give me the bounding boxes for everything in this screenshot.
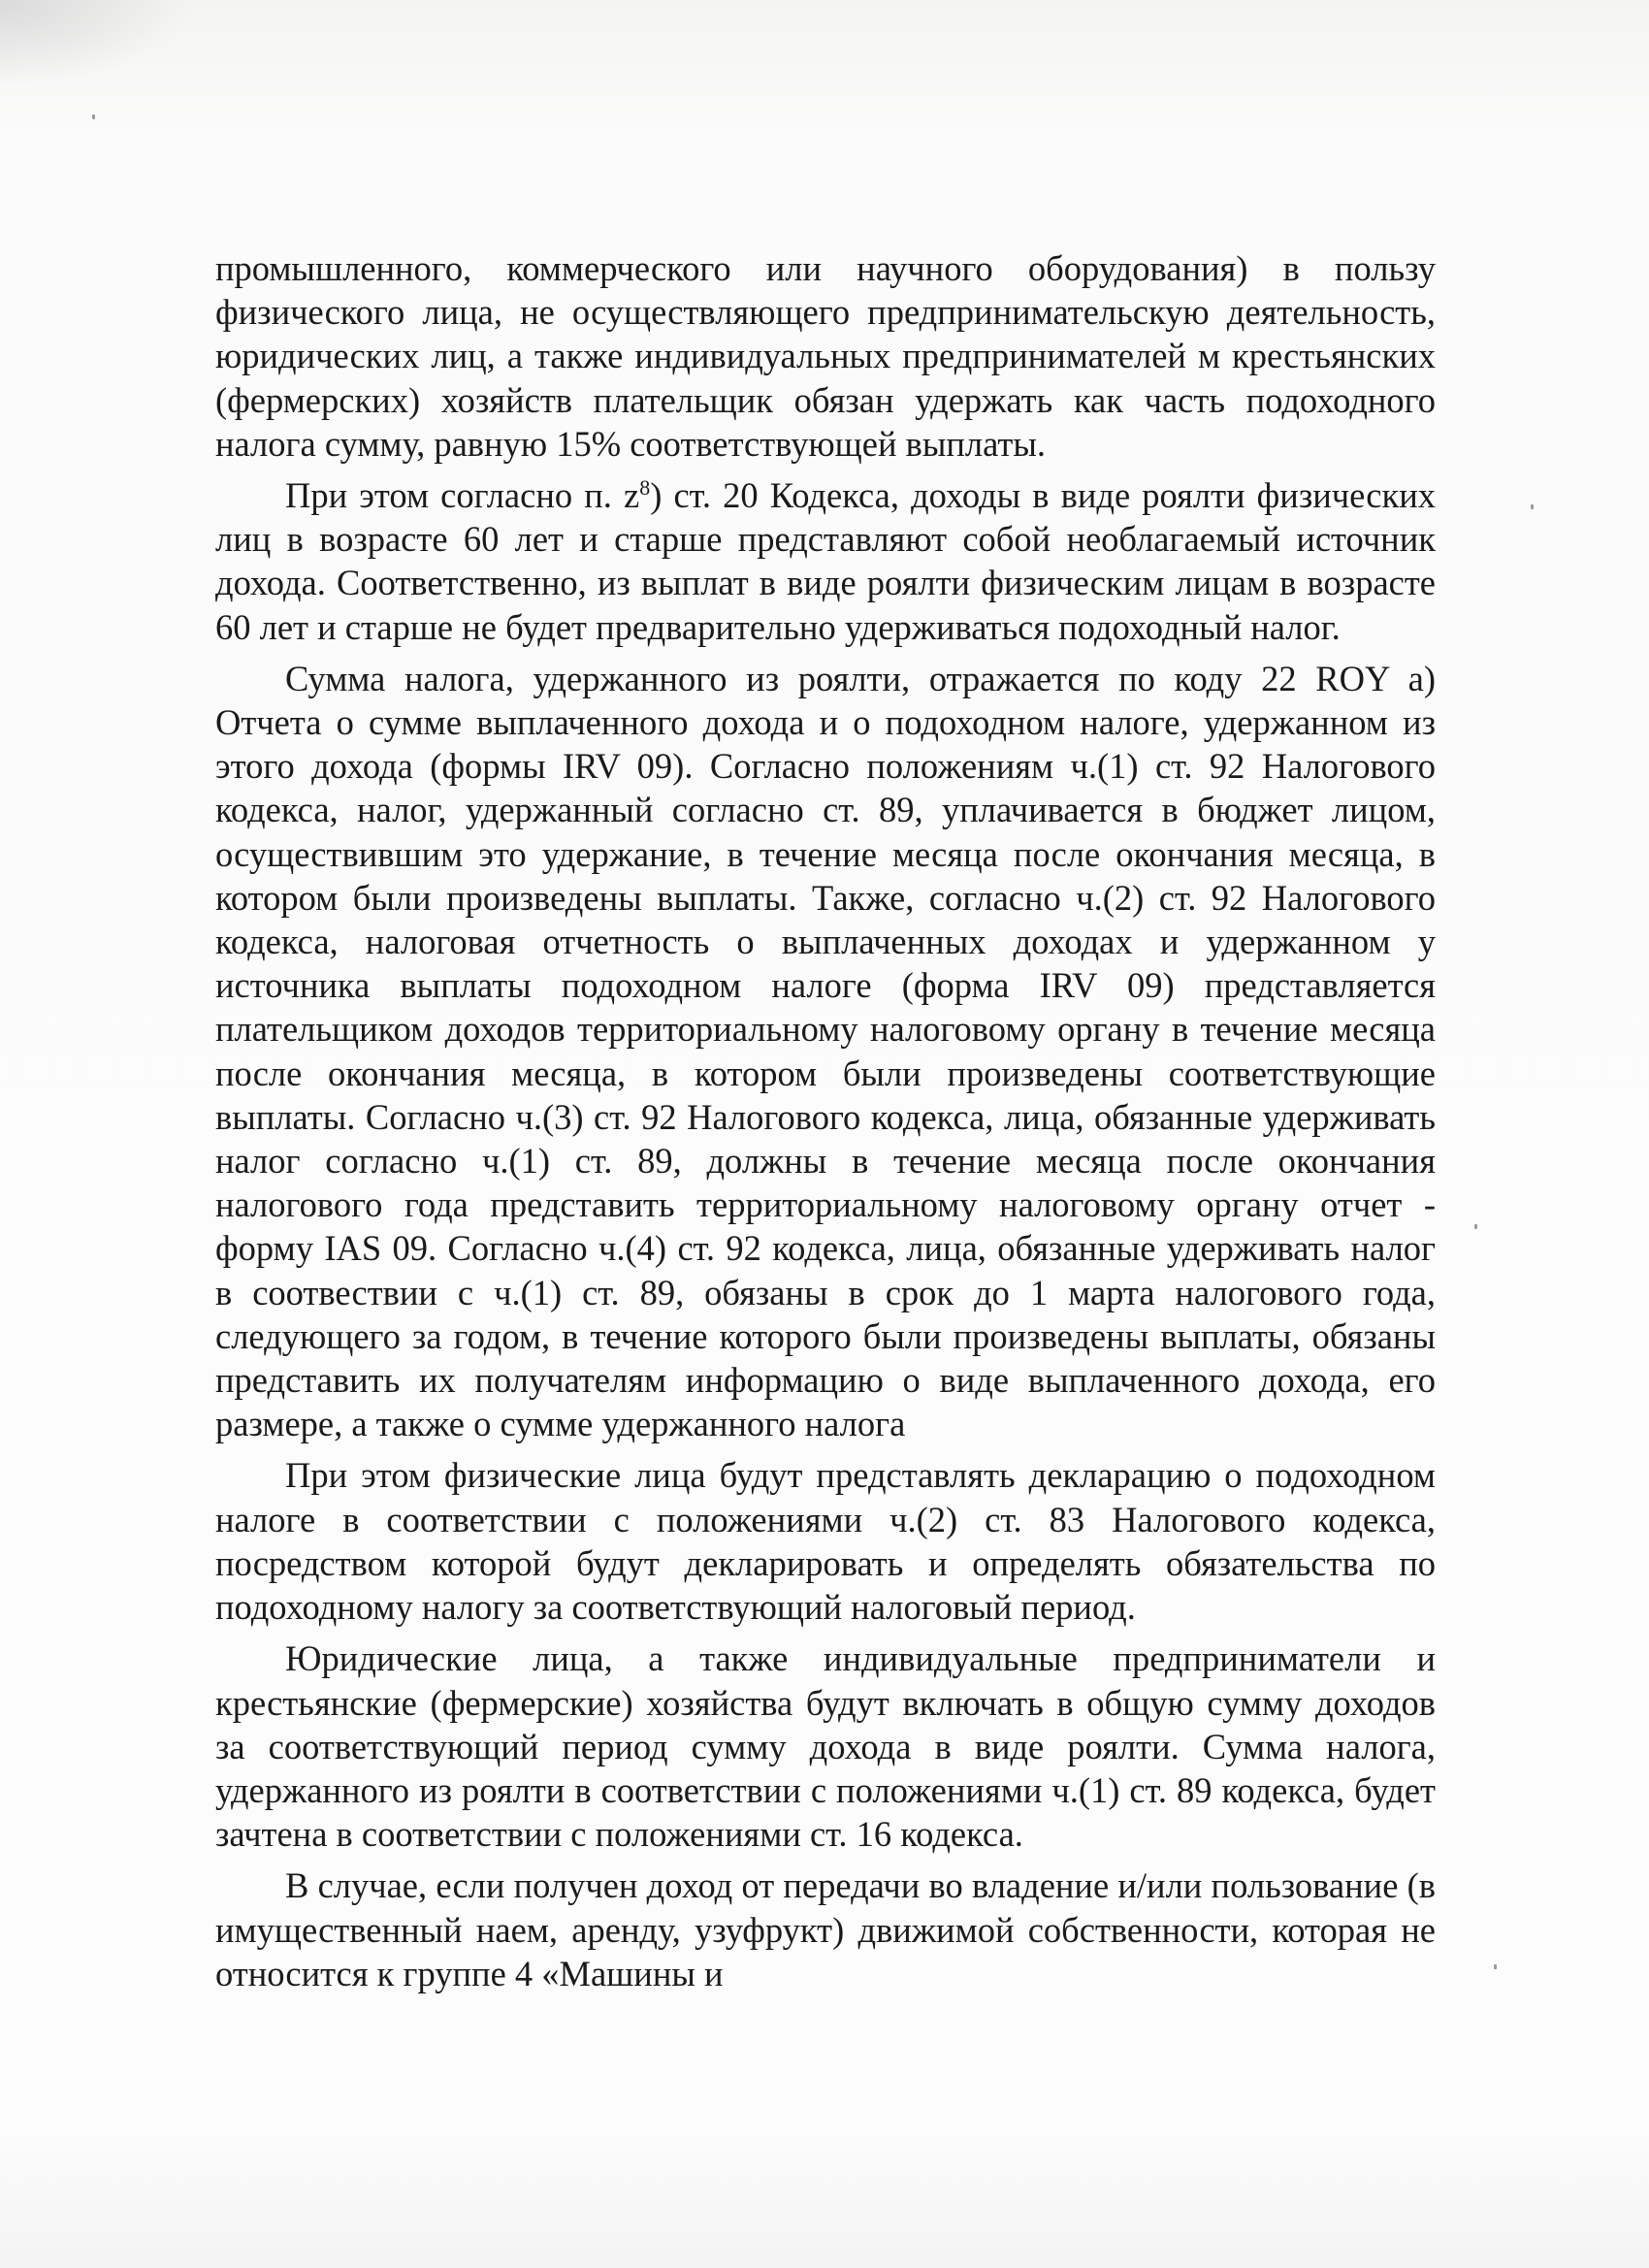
- paragraph-declaration: При этом физические лица будут представлять декларацию о подоходном налоге в соответствии с положениями ч.(2) ст. 83 Налогового кодекса, посредством которой будут декларировать и определять обязательства по подоходному налогу за соответствующий налоговый период.: [215, 1455, 1436, 1628]
- scan-speck: [1474, 1224, 1477, 1229]
- paragraph-tax-exempt-elderly: [215, 473, 1436, 649]
- paragraph-continuation: промышленного, коммерческого или научного оборудования) в пользу физического лица, не осуществляющего предпринимательскую деятельность, юридических лиц, а также индивидуальных предпринимателей м крестьянских (фермерских) хозяйств плательщик обязан удержать как часть подоходного налога сумму, равную 15% соответствующей выплаты.: [215, 248, 1436, 464]
- document-body: [215, 246, 1436, 2003]
- paragraph-reporting: Сумма налога, удержанного из роялти, отражается по коду 22 ROY a) Отчета о сумме выплаченного дохода и о подоходном налоге, удержанном из этого дохода (формы IRV 09). Согласно положениям ч.(1) ст. 92 Налогового кодекса, налог, удержанный согласно ст. 89, уплачивается в бюджет лицом, осуществившим это удержание, в течение месяца после окончания месяца, в котором были произведены выплаты. Также, согласно ч.(2) ст. 92 Налогового кодекса, налоговая отчетность о выплаченных доходах и удержанном у источника выплаты подоходном налоге (форма IRV 09) представляется плательщиком доходов территориальному налоговому органу в течение месяца после окончания месяца, в котором были произведены соответствующие выплаты. Согласно ч.(3) ст. 92 Налогового кодекса, лица, обязанные удерживать налог согласно ч.(1) ст. 89, должны в течение месяца после окончания налогового года представить территориальному налоговому органу отчет - форму IAS 09. Согласно ч.(4) ст. 92 кодекса, лица, обязанные удерживать налог в соотвествии с ч.(1) ст. 89, обязаны в срок до 1 марта налогового года, следующего за годом, в течение которого были произведены выплаты, обязаны представить их получателям информацию о виде выплаченного дохода, его размере, а также о сумме удержанного налога: [215, 658, 1436, 1444]
- paragraph-text-part: ) ст. 20 Кодекса, доходы в виде роялти физических лиц в возрасте 60 лет и старше представляют собой необлагаемый источник дохода. Соответственно, из выплат в виде роялти физическим лицам в возрасте 60 лет и старше не будет предварительно удерживаться подоходный налог.: [215, 475, 1436, 647]
- paragraph-legal-entities: Юридические лица, а также индивидуальные предприниматели и крестьянские (фермерские) хозяйства будут включать в общую сумму доходов за соответствующий период сумму дохода в виде роялти. Сумма налога, удержанного из роялти в соответствии с положениями ч.(1) ст. 89 кодекса, будет зачтена в соответствии с положениями ст. 16 кодекса.: [215, 1638, 1436, 1855]
- scan-shadow: [0, 0, 194, 87]
- scan-speck: [1531, 504, 1534, 509]
- scan-speck: [1494, 1964, 1497, 1969]
- superscript: 8: [639, 474, 651, 500]
- paragraph-movable-property: В случае, если получен доход от передачи во владение и/или пользование (в имущественный наем, аренду, узуфрукт) движимой собственности, которая не относится к группе 4 «Машины и: [215, 1865, 1436, 1993]
- paragraph-text-part: При этом согласно п. z: [285, 475, 640, 516]
- scan-speck: [92, 114, 95, 119]
